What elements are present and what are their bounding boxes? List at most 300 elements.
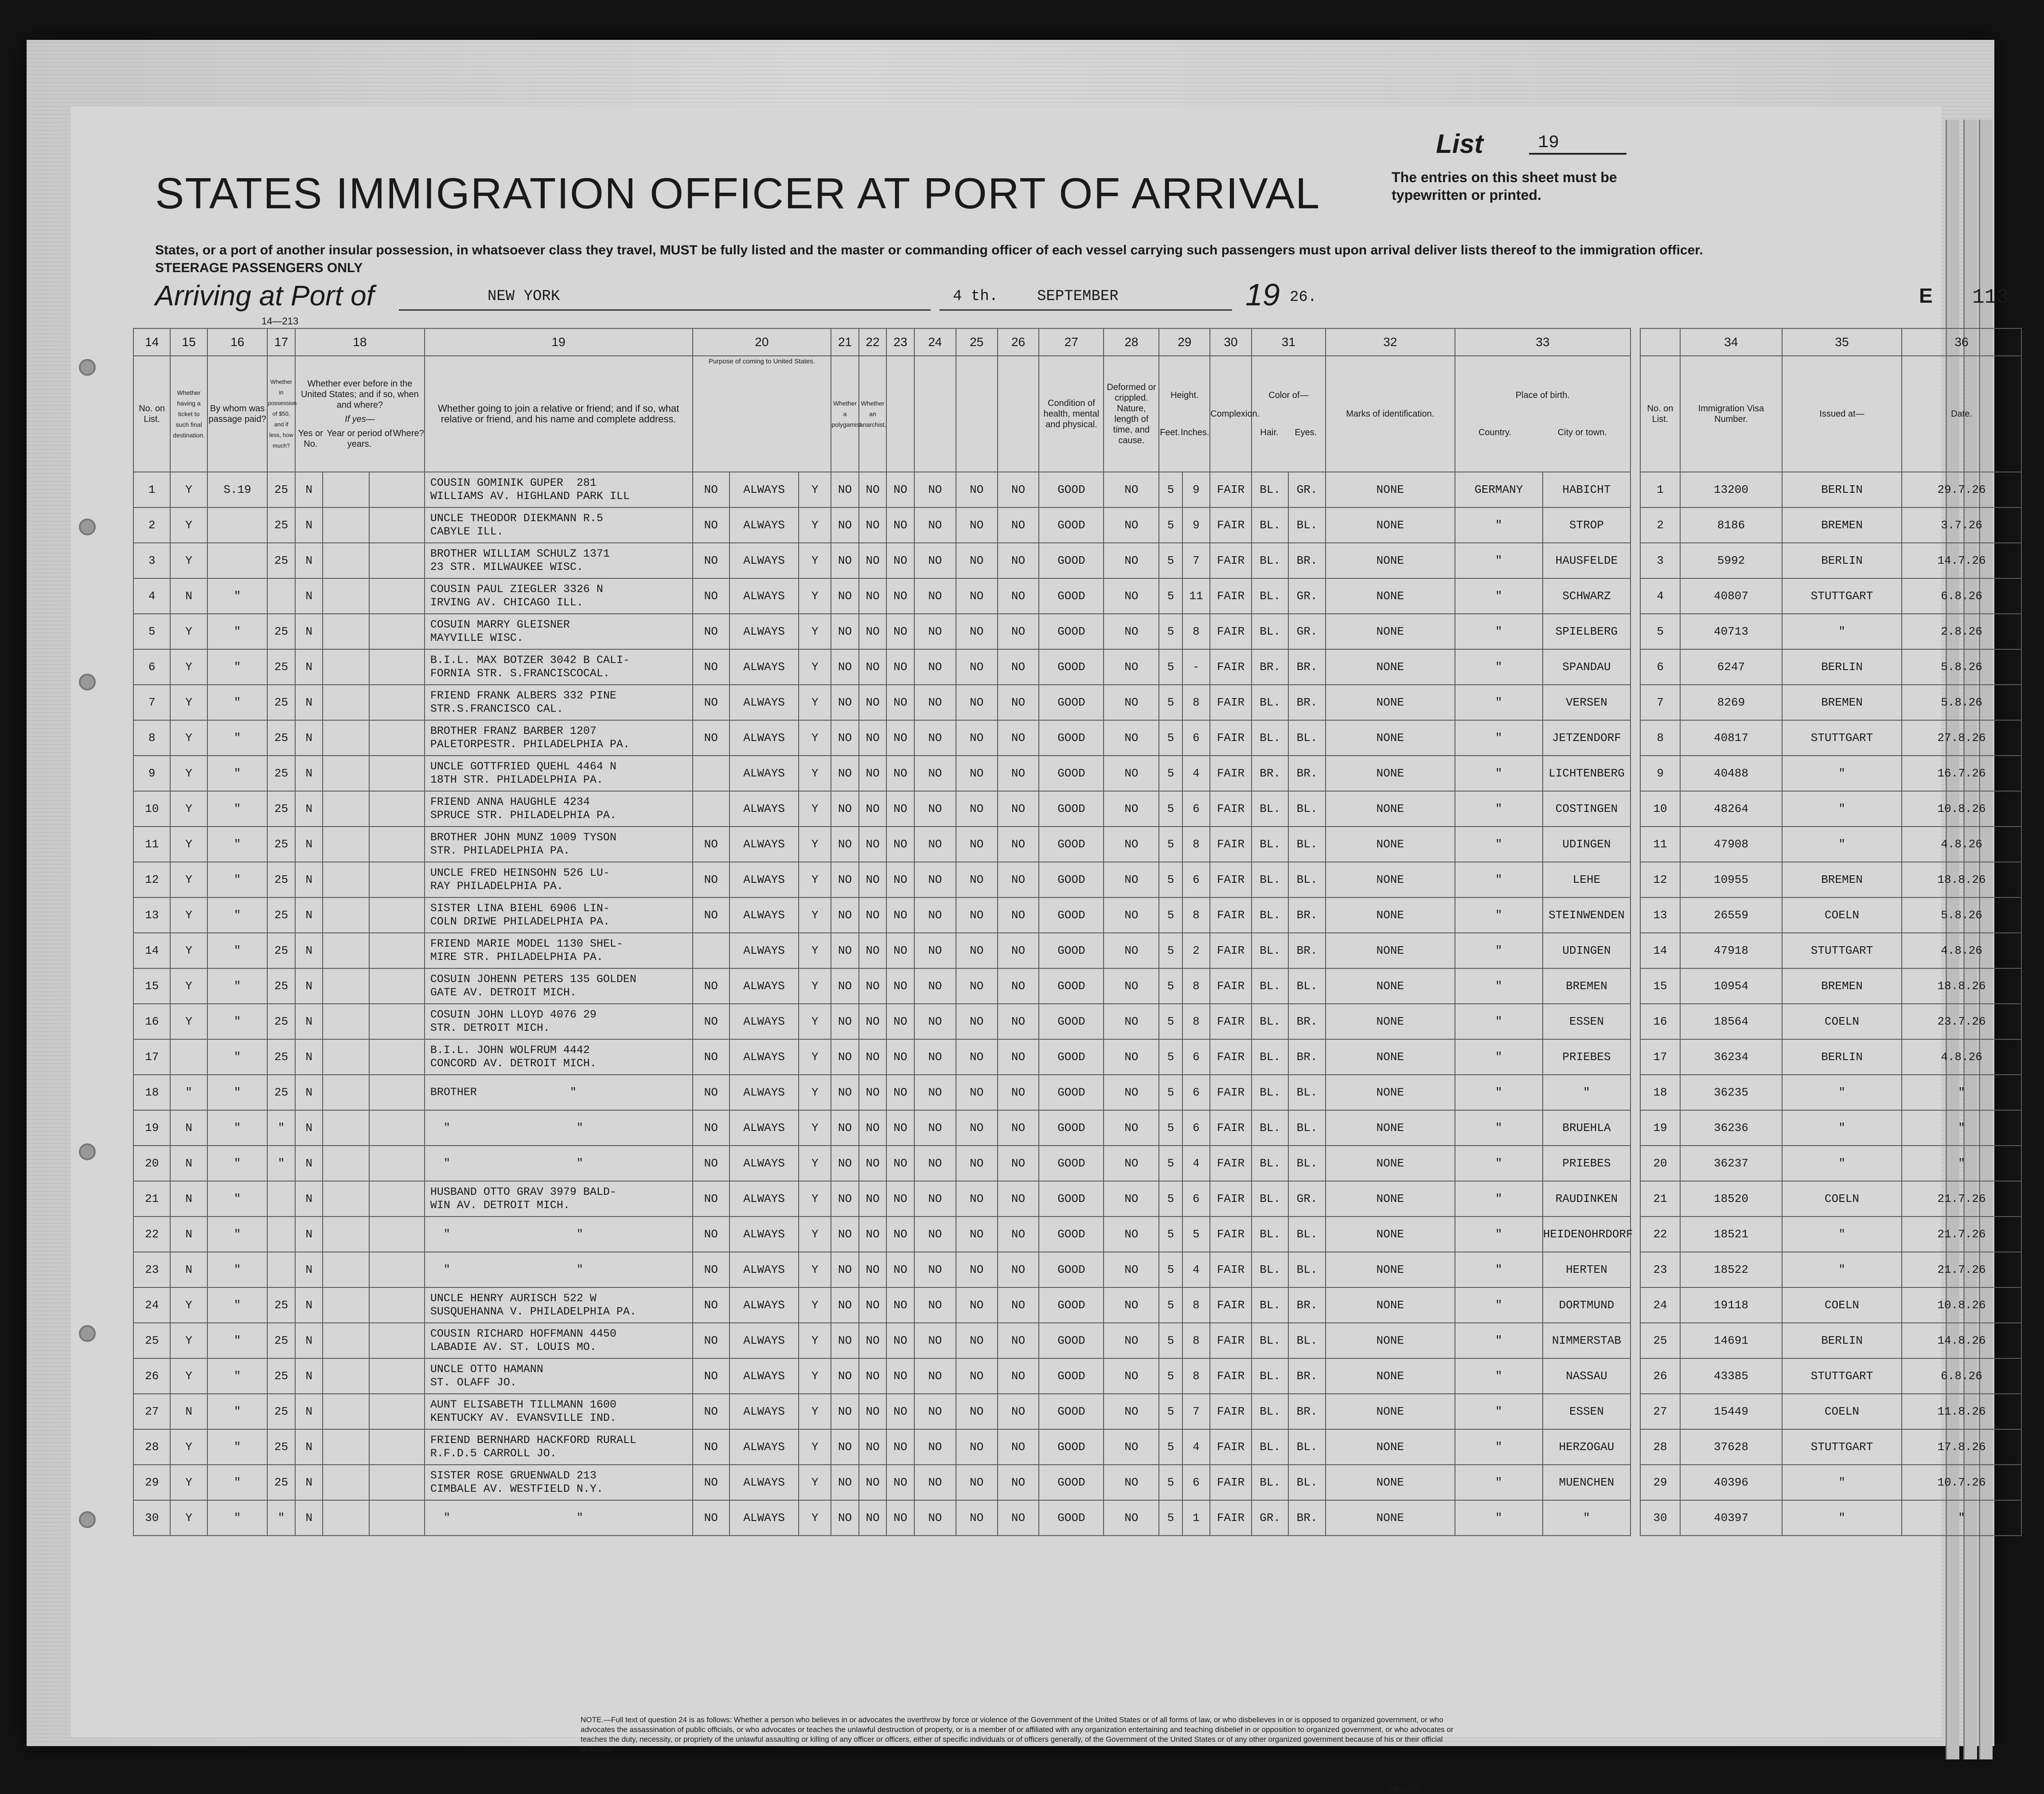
intro-line-1: States, or a port of another insular possession, in whatsoever class they travel, MUST be fully listed and the master or commanding officer of each vessel carrying such passengers must upon arrival deliver lists thereof to the immigration officer.	[155, 243, 1703, 257]
row-money: "	[267, 1500, 295, 1536]
row-feet: 5	[1159, 1323, 1182, 1358]
row-join: AUNT ELISABETH TILLMANN 1600 KENTUCKY AV. EVANSVILLE IND.	[425, 1394, 693, 1429]
row-before: N	[295, 827, 323, 862]
row-marks: NONE	[1326, 1358, 1455, 1394]
row-purpose-b: ALWAYS	[729, 897, 799, 933]
row-city: ESSEN	[1543, 1004, 1631, 1039]
row-paid: "	[207, 897, 268, 933]
row-marks: NONE	[1326, 1429, 1455, 1465]
row-c22: NO	[859, 472, 887, 507]
row-c26: NO	[998, 1217, 1039, 1252]
row-paid: "	[207, 791, 268, 827]
right-col-num-34: 34	[1680, 328, 1782, 356]
row-country: "	[1455, 614, 1543, 649]
row-c22: NO	[859, 1287, 887, 1323]
row-complexion: FAIR	[1210, 507, 1252, 543]
row-ticket: Y	[170, 507, 207, 543]
visa-number: 8186	[1680, 507, 1782, 543]
row-deformed: NO	[1104, 1500, 1159, 1536]
row-health: GOOD	[1039, 1217, 1104, 1252]
table-row	[1640, 1465, 2021, 1500]
row-complexion: FAIR	[1210, 543, 1252, 578]
row-hair: BL.	[1252, 1181, 1288, 1217]
row-c21: NO	[831, 1500, 859, 1536]
row-complexion: FAIR	[1210, 1287, 1252, 1323]
row-marks: NONE	[1326, 897, 1455, 933]
row-c21: NO	[831, 1181, 859, 1217]
right-hdr-date: Date.	[1902, 356, 2021, 472]
hdr-before-sub	[296, 428, 424, 449]
row-complexion: FAIR	[1210, 1394, 1252, 1429]
row-complexion: FAIR	[1210, 897, 1252, 933]
hdr-col-23	[886, 356, 914, 472]
row-country: "	[1455, 968, 1543, 1004]
row-ticket: Y	[170, 649, 207, 685]
row-city: LEHE	[1543, 862, 1631, 897]
visa-number: 18521	[1680, 1217, 1782, 1252]
table-row	[1640, 1287, 2021, 1323]
col-num-28: 28	[1104, 328, 1159, 356]
row-c24: NO	[914, 791, 956, 827]
visa-date: 6.8.26	[1902, 1358, 2021, 1394]
row-c25: NO	[956, 827, 998, 862]
row-c24: NO	[914, 507, 956, 543]
row-c23: NO	[886, 1217, 914, 1252]
row-c21: NO	[831, 1075, 859, 1110]
row-money: 25	[267, 1075, 295, 1110]
row-c21: NO	[831, 1429, 859, 1465]
col-num-14: 14	[133, 328, 170, 356]
row-ticket: Y	[170, 543, 207, 578]
row-purpose-b: ALWAYS	[729, 1429, 799, 1465]
row-hair: BL.	[1252, 578, 1288, 614]
visa-number: 40807	[1680, 578, 1782, 614]
row-c21: NO	[831, 968, 859, 1004]
row-purpose-a: NO	[693, 1287, 729, 1323]
row-eyes: BL.	[1288, 507, 1325, 543]
row-join: B.I.L. JOHN WOLFRUM 4442 CONCORD AV. DETROIT MICH.	[425, 1039, 693, 1075]
row-c24: NO	[914, 1358, 956, 1394]
visa-number: 36237	[1680, 1146, 1782, 1181]
row-purpose-b: ALWAYS	[729, 472, 799, 507]
table-row	[133, 543, 1631, 578]
row-ticket: Y	[170, 1465, 207, 1500]
row-ticket: Y	[170, 897, 207, 933]
row-year	[323, 862, 369, 897]
row-money	[267, 1217, 295, 1252]
row-c23: NO	[886, 543, 914, 578]
row-country: "	[1455, 1181, 1543, 1217]
col-num-25: 25	[956, 328, 998, 356]
row-hair: BL.	[1252, 1323, 1288, 1358]
row-where	[369, 720, 425, 756]
row-inches: 7	[1182, 1394, 1210, 1429]
row-purpose-a: NO	[693, 968, 729, 1004]
binder-hole	[79, 519, 96, 535]
row-money: 25	[267, 933, 295, 968]
row-c26: NO	[998, 1004, 1039, 1039]
row-marks: NONE	[1326, 756, 1455, 791]
hdr-anarchist: Whether an anarchist.	[859, 356, 887, 472]
row-c25: NO	[956, 1323, 998, 1358]
row-where	[369, 791, 425, 827]
visa-number: 48264	[1680, 791, 1782, 827]
row-purpose-c: Y	[799, 1039, 831, 1075]
row-complexion: FAIR	[1210, 1110, 1252, 1146]
row-purpose-b: ALWAYS	[729, 614, 799, 649]
row-deformed: NO	[1104, 933, 1159, 968]
row-where	[369, 1039, 425, 1075]
row-purpose-c: Y	[799, 1075, 831, 1110]
row-c21: NO	[831, 1323, 859, 1358]
table-row	[133, 1181, 1631, 1217]
row-c26: NO	[998, 543, 1039, 578]
row-feet: 5	[1159, 791, 1182, 827]
row-c26: NO	[998, 472, 1039, 507]
row-deformed: NO	[1104, 1287, 1159, 1323]
row-purpose-b: ALWAYS	[729, 1465, 799, 1500]
visa-row-no: 27	[1640, 1394, 1680, 1429]
visa-issued-at: "	[1782, 1217, 1902, 1252]
table-row	[133, 1110, 1631, 1146]
visa-row-no: 7	[1640, 685, 1680, 720]
table-row	[1640, 578, 2021, 614]
row-where	[369, 507, 425, 543]
row-no: 25	[133, 1323, 170, 1358]
right-hdr-visa: Immigration Visa Number.	[1680, 356, 1782, 472]
row-c23: NO	[886, 862, 914, 897]
row-hair: BL.	[1252, 472, 1288, 507]
row-hair: BL.	[1252, 1429, 1288, 1465]
row-marks: NONE	[1326, 649, 1455, 685]
row-marks: NONE	[1326, 578, 1455, 614]
row-before: N	[295, 1039, 323, 1075]
row-join: FRIEND FRANK ALBERS 332 PINE STR.S.FRANCISCO CAL.	[425, 685, 693, 720]
row-feet: 5	[1159, 1287, 1182, 1323]
binder-hole	[79, 1511, 96, 1528]
row-inches: 1	[1182, 1500, 1210, 1536]
row-c25: NO	[956, 1252, 998, 1287]
visa-row-no: 18	[1640, 1075, 1680, 1110]
row-health: GOOD	[1039, 649, 1104, 685]
visa-rows	[1640, 472, 2021, 1536]
row-c23: NO	[886, 649, 914, 685]
row-year	[323, 1004, 369, 1039]
row-c25: NO	[956, 1287, 998, 1323]
row-paid: "	[207, 933, 268, 968]
row-c25: NO	[956, 685, 998, 720]
row-money: 25	[267, 1287, 295, 1323]
visa-issued-at: STUTTGART	[1782, 1429, 1902, 1465]
row-marks: NONE	[1326, 1004, 1455, 1039]
row-hair: BL.	[1252, 1110, 1288, 1146]
table-row	[133, 827, 1631, 862]
row-purpose-b: ALWAYS	[729, 933, 799, 968]
row-c21: NO	[831, 649, 859, 685]
row-purpose-b: ALWAYS	[729, 791, 799, 827]
row-c22: NO	[859, 649, 887, 685]
row-feet: 5	[1159, 1429, 1182, 1465]
row-c22: NO	[859, 968, 887, 1004]
row-c25: NO	[956, 1110, 998, 1146]
row-c26: NO	[998, 933, 1039, 968]
visa-issued-at: STUTTGART	[1782, 578, 1902, 614]
hdr-city: City or town.	[1557, 428, 1607, 437]
visa-issued-at: "	[1782, 1146, 1902, 1181]
row-c26: NO	[998, 1287, 1039, 1323]
row-c23: NO	[886, 1394, 914, 1429]
row-no: 28	[133, 1429, 170, 1465]
row-money: 25	[267, 507, 295, 543]
row-purpose-a: NO	[693, 1252, 729, 1287]
visa-date: "	[1902, 1500, 2021, 1536]
row-country: "	[1455, 756, 1543, 791]
row-c21: NO	[831, 578, 859, 614]
row-inches: 6	[1182, 1039, 1210, 1075]
row-paid: "	[207, 1465, 268, 1500]
row-where	[369, 578, 425, 614]
row-eyes: BR.	[1288, 1394, 1325, 1429]
row-eyes: GR.	[1288, 472, 1325, 507]
row-marks: NONE	[1326, 543, 1455, 578]
row-health: GOOD	[1039, 1500, 1104, 1536]
visa-issued-at: BERLIN	[1782, 1323, 1902, 1358]
row-c25: NO	[956, 1465, 998, 1500]
visa-row-no: 11	[1640, 827, 1680, 862]
row-city: PRIEBES	[1543, 1039, 1631, 1075]
row-no: 23	[133, 1252, 170, 1287]
col-num-17: 17	[267, 328, 295, 356]
row-purpose-a: NO	[693, 1004, 729, 1039]
hdr-inches: Inches.	[1180, 428, 1209, 437]
hdr-color-sub	[1252, 427, 1325, 438]
row-complexion: FAIR	[1210, 1252, 1252, 1287]
col-num-27: 27	[1039, 328, 1104, 356]
row-country: "	[1455, 1465, 1543, 1500]
row-purpose-c: Y	[799, 507, 831, 543]
row-deformed: NO	[1104, 1217, 1159, 1252]
visa-number: 43385	[1680, 1358, 1782, 1394]
row-hair: BL.	[1252, 1394, 1288, 1429]
row-hair: BL.	[1252, 1252, 1288, 1287]
row-purpose-b: ALWAYS	[729, 543, 799, 578]
table-row	[133, 472, 1631, 507]
row-c25: NO	[956, 649, 998, 685]
row-feet: 5	[1159, 1500, 1182, 1536]
row-deformed: NO	[1104, 649, 1159, 685]
row-join: COSUIN JOHENN PETERS 135 GOLDEN GATE AV. DETROIT MICH.	[425, 968, 693, 1004]
row-no: 26	[133, 1358, 170, 1394]
row-country: "	[1455, 1500, 1543, 1536]
row-c25: NO	[956, 720, 998, 756]
visa-row-no: 25	[1640, 1323, 1680, 1358]
col-num-19: 19	[425, 328, 693, 356]
row-complexion: FAIR	[1210, 756, 1252, 791]
table-row	[1640, 1217, 2021, 1252]
row-feet: 5	[1159, 968, 1182, 1004]
visa-number: 10955	[1680, 862, 1782, 897]
row-year	[323, 791, 369, 827]
row-inches: 6	[1182, 1181, 1210, 1217]
row-before: N	[295, 791, 323, 827]
row-purpose-a: NO	[693, 1075, 729, 1110]
row-before: N	[295, 1394, 323, 1429]
row-where	[369, 1181, 425, 1217]
row-feet: 5	[1159, 933, 1182, 968]
table-row	[133, 1252, 1631, 1287]
visa-row-no: 14	[1640, 933, 1680, 968]
visa-date: 10.7.26	[1902, 1465, 2021, 1500]
row-city: STROP	[1543, 507, 1631, 543]
table-row	[1640, 1039, 2021, 1075]
row-feet: 5	[1159, 756, 1182, 791]
row-purpose-b: ALWAYS	[729, 1110, 799, 1146]
row-complexion: FAIR	[1210, 1181, 1252, 1217]
visa-date: 21.7.26	[1902, 1181, 2021, 1217]
row-country: "	[1455, 1146, 1543, 1181]
row-purpose-a: NO	[693, 897, 729, 933]
row-c26: NO	[998, 720, 1039, 756]
row-feet: 5	[1159, 578, 1182, 614]
row-marks: NONE	[1326, 827, 1455, 862]
row-purpose-c: Y	[799, 720, 831, 756]
row-deformed: NO	[1104, 756, 1159, 791]
row-purpose-b: ALWAYS	[729, 1252, 799, 1287]
row-ticket: Y	[170, 756, 207, 791]
hdr-birthplace	[1455, 356, 1631, 472]
col-num-29: 29	[1159, 328, 1210, 356]
row-eyes: BR.	[1288, 756, 1325, 791]
row-c25: NO	[956, 756, 998, 791]
row-city: RAUDINKEN	[1543, 1181, 1631, 1217]
row-c22: NO	[859, 507, 887, 543]
row-money: 25	[267, 614, 295, 649]
col-num-15: 15	[170, 328, 207, 356]
row-c25: NO	[956, 543, 998, 578]
row-purpose-c: Y	[799, 791, 831, 827]
row-feet: 5	[1159, 1181, 1182, 1217]
row-city: HEIDENOHRDORF	[1543, 1217, 1631, 1252]
row-hair: BR.	[1252, 756, 1288, 791]
visa-issued-at: BREMEN	[1782, 685, 1902, 720]
row-purpose-a: NO	[693, 649, 729, 685]
visa-date: 11.8.26	[1902, 1394, 2021, 1429]
row-where	[369, 1110, 425, 1146]
row-ticket: N	[170, 1394, 207, 1429]
binder-hole	[79, 674, 96, 690]
visa-issued-at: COELN	[1782, 1287, 1902, 1323]
row-c26: NO	[998, 1252, 1039, 1287]
row-c25: NO	[956, 1394, 998, 1429]
sheet-note: The entries on this sheet must be typewritten or printed.	[1392, 169, 1617, 203]
footnote: NOTE.—Full text of question 24 is as follows: Whether a person who believes in or advocates the overthrow by force or violence of the Government of the United States or of all forms of law, or who disbelieves in or is opposed to organized government, or who advocates the assassination of public officials, or who advocates or teaches the unlawful destruction of property, or is a member of or affiliated with any organization entertaining and teaching disbelief in or opposition to organized government, or who advocates or teaches the duty, necessity, or propriety of the unlawful assaulting or killing of any officer or officers, either of specific individuals or of officers generally, of the Government of the United States or of any other organized government because of his or their official character.	[581, 1716, 1454, 1753]
row-where	[369, 933, 425, 968]
row-where	[369, 1465, 425, 1500]
row-join: FRIEND BERNHARD HACKFORD RURALL R.F.D.5 CARROLL JO.	[425, 1429, 693, 1465]
visa-issued-at: BREMEN	[1782, 862, 1902, 897]
row-eyes: BR.	[1288, 897, 1325, 933]
row-purpose-c: Y	[799, 685, 831, 720]
row-c24: NO	[914, 472, 956, 507]
row-eyes: BR.	[1288, 1358, 1325, 1394]
row-where	[369, 1146, 425, 1181]
row-where	[369, 685, 425, 720]
row-purpose-a	[693, 756, 729, 791]
row-complexion: FAIR	[1210, 827, 1252, 862]
row-inches: 11	[1182, 578, 1210, 614]
row-city: PRIEBES	[1543, 1146, 1631, 1181]
visa-row-no: 8	[1640, 720, 1680, 756]
row-hair: BL.	[1252, 827, 1288, 862]
row-join: COUSIN GOMINIK GUPER 281 WILLIAMS AV. HIGHLAND PARK ILL	[425, 472, 693, 507]
row-money: 25	[267, 897, 295, 933]
col-num-16: 16	[207, 328, 268, 356]
row-complexion: FAIR	[1210, 1075, 1252, 1110]
row-ticket: Y	[170, 720, 207, 756]
row-join: UNCLE THEODOR DIEKMANN R.5 CABYLE ILL.	[425, 507, 693, 543]
row-c24: NO	[914, 897, 956, 933]
row-c22: NO	[859, 1039, 887, 1075]
table-row	[133, 507, 1631, 543]
row-hair: BL.	[1252, 1075, 1288, 1110]
row-eyes: BL.	[1288, 791, 1325, 827]
row-c21: NO	[831, 827, 859, 862]
row-c21: NO	[831, 897, 859, 933]
row-year	[323, 649, 369, 685]
row-c22: NO	[859, 1323, 887, 1358]
row-purpose-b: ALWAYS	[729, 827, 799, 862]
row-purpose-b: ALWAYS	[729, 1323, 799, 1358]
row-c24: NO	[914, 1075, 956, 1110]
row-c22: NO	[859, 614, 887, 649]
visa-number: 40817	[1680, 720, 1782, 756]
right-col-num-35: 35	[1782, 328, 1902, 356]
row-city: "	[1543, 1500, 1631, 1536]
arrival-day: 4 th.	[953, 288, 999, 305]
row-money: 25	[267, 1429, 295, 1465]
row-eyes: BL.	[1288, 862, 1325, 897]
visa-number: 40396	[1680, 1465, 1782, 1500]
row-c24: NO	[914, 1181, 956, 1217]
row-deformed: NO	[1104, 1146, 1159, 1181]
row-c24: NO	[914, 1039, 956, 1075]
row-c24: NO	[914, 1465, 956, 1500]
row-money: "	[267, 1110, 295, 1146]
row-marks: NONE	[1326, 1252, 1455, 1287]
row-no: 19	[133, 1110, 170, 1146]
row-join: BROTHER WILLIAM SCHULZ 1371 23 STR. MILWAUKEE WISC.	[425, 543, 693, 578]
row-c26: NO	[998, 1181, 1039, 1217]
row-c25: NO	[956, 1500, 998, 1536]
row-c26: NO	[998, 827, 1039, 862]
row-complexion: FAIR	[1210, 578, 1252, 614]
hdr-col-25	[956, 356, 998, 472]
hdr-join-relative: Whether going to join a relative or friend; and if so, what relative or friend, and his name and complete address.	[425, 356, 693, 472]
row-feet: 5	[1159, 472, 1182, 507]
hdr-birthplace-sub	[1455, 427, 1630, 438]
visa-date: 16.7.26	[1902, 756, 2021, 791]
row-where	[369, 756, 425, 791]
row-paid: "	[207, 1323, 268, 1358]
row-join: SISTER ROSE GRUENWALD 213 CIMBALE AV. WESTFIELD N.Y.	[425, 1465, 693, 1500]
visa-date: 21.7.26	[1902, 1217, 2021, 1252]
hdr-height	[1159, 356, 1210, 472]
hdr-passage-paid: By whom was passage paid?	[207, 356, 268, 472]
row-c22: NO	[859, 1110, 887, 1146]
row-ticket: N	[170, 1217, 207, 1252]
visa-row-no: 20	[1640, 1146, 1680, 1181]
row-paid: "	[207, 1004, 268, 1039]
